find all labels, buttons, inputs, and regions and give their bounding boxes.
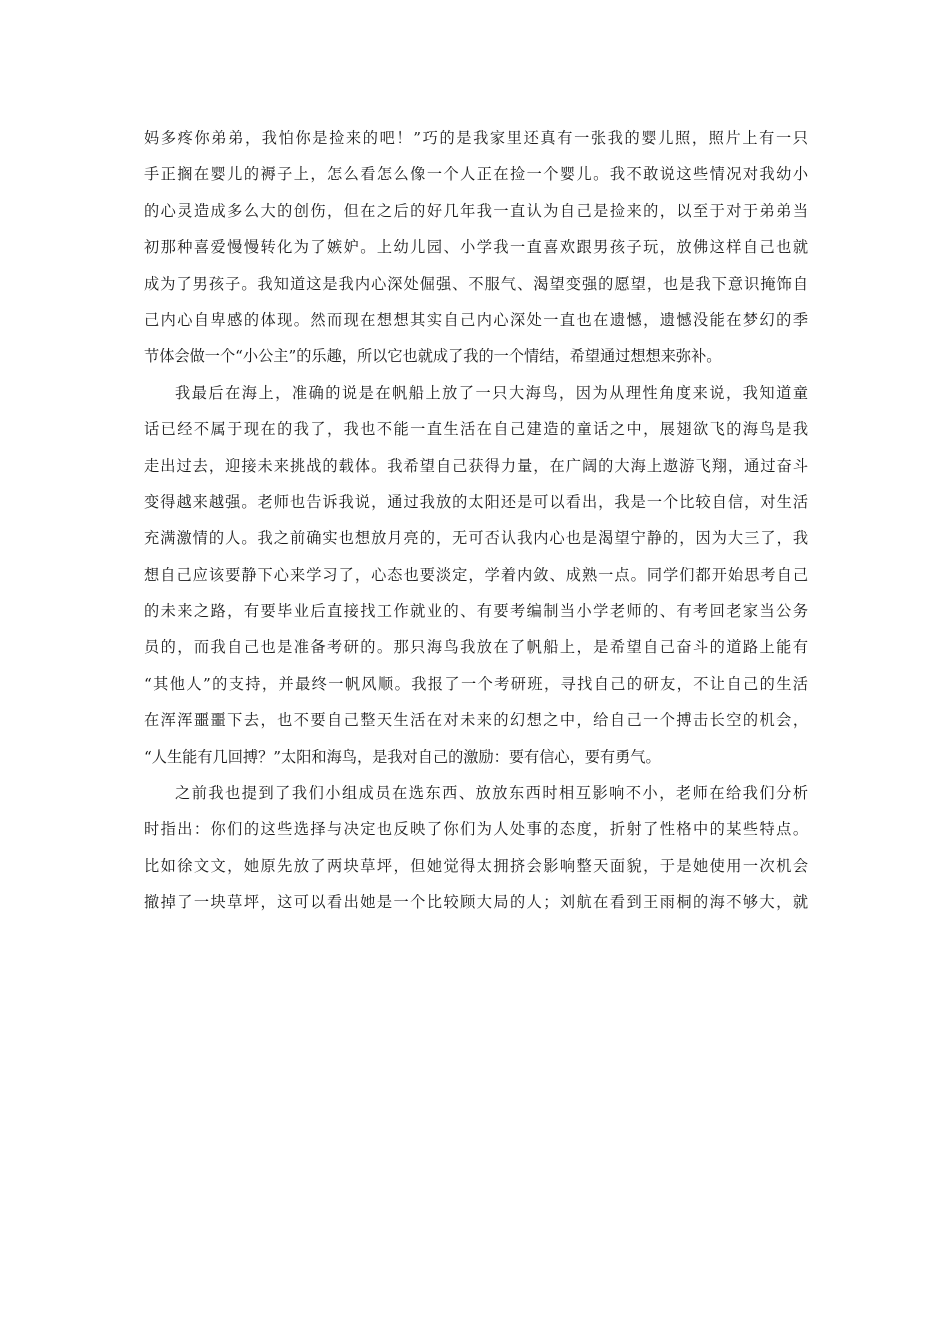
text-line: 变得越来越强。老师也告诉我说，通过我放的太阳还是可以看出，我是一个比较自信，对生活 [144,492,808,511]
text-line: 妈多疼你弟弟，我怕你是捡来的吧！”巧的是我家里还真有一张我的婴儿照，照片上有一只 [144,129,808,147]
text-line: 时指出：你们的这些选择与决定也反映了你们为人处事的态度，折射了性格中的某些特点。 [144,820,808,839]
text-line: 初那种喜爱慢慢转化为了嫉妒。上幼儿园、小学我一直喜欢跟男孩子玩，放佛这样自己也就 [144,238,808,257]
text-line: 话已经不属于现在的我了，我也不能一直生活在自己建造的童话之中，展翅欲飞的海鸟是我 [144,420,808,439]
text-line: 节体会做一个“小公主”的乐趣，所以它也就成了我的一个情结，希望通过想想来弥补。 [144,347,722,366]
text-line: 走出过去，迎接未来挑战的载体。我希望自己获得力量，在广阔的大海上遨游飞翔，通过奋斗 [144,456,808,475]
text-line: 我最后在海上，准确的说是在帆船上放了一只大海鸟，因为从理性角度来说，我知道童 [175,383,808,402]
text-line: 在浑浑噩噩下去，也不要自己整天生活在对未来的幻想之中，给自己一个搏击长空的机会， [144,711,808,730]
text-line: 比如徐文文，她原先放了两块草坪，但她觉得太拥挤会影响整天面貌，于是她使用一次机会 [144,856,808,875]
text-line: 己内心自卑感的体现。然而现在想想其实自己内心深处一直也在遗憾，遗憾没能在梦幻的季 [144,310,808,329]
text-line: 的未来之路，有要毕业后直接找工作就业的、有要考编制当小学老师的、有考回老家当公务 [144,602,808,621]
text-line: 的心灵造成多么大的创伤，但在之后的好几年我一直认为自己是捡来的，以至于对于弟弟当 [144,201,808,220]
paragraph-1 [144,120,808,375]
paragraph-3 [144,775,808,921]
text-line: 员的，而我自己也是准备考研的。那只海鸟我放在了帆船上，是希望自己奋斗的道路上能有 [144,638,808,657]
text-line: “人生能有几回搏？”太阳和海鸟，是我对自己的激励：要有信心，要有勇气。 [144,747,661,766]
text-line: 成为了男孩子。我知道这是我内心深处倔强、不服气、渴望变强的愿望，也是我下意识掩饰自 [144,274,808,293]
text-line: 之前我也提到了我们小组成员在选东西、放放东西时相互影响不小，老师在给我们分析 [175,784,808,803]
text-line: 充满激情的人。我之前确实也想放月亮的，无可否认我内心也是渴望宁静的，因为大三了，我 [144,529,808,548]
paragraph-2 [144,375,808,775]
text-line: “其他人”的支持，并最终一帆风顺。我报了一个考研班，寻找自己的研友，不让自己的生活 [144,674,808,693]
text-line: 想自己应该要静下心来学习了，心态也要淡定，学着内敛、成熟一点。同学们都开始思考自己 [144,565,808,584]
document-body [144,120,808,921]
text-line: 撤掉了一块草坪，这可以看出她是一个比较顾大局的人；刘航在看到王雨桐的海不够大，就 [144,893,808,912]
text-line: 手正搁在婴儿的褥子上，怎么看怎么像一个人正在捡一个婴儿。我不敢说这些情况对我幼小 [144,165,808,184]
